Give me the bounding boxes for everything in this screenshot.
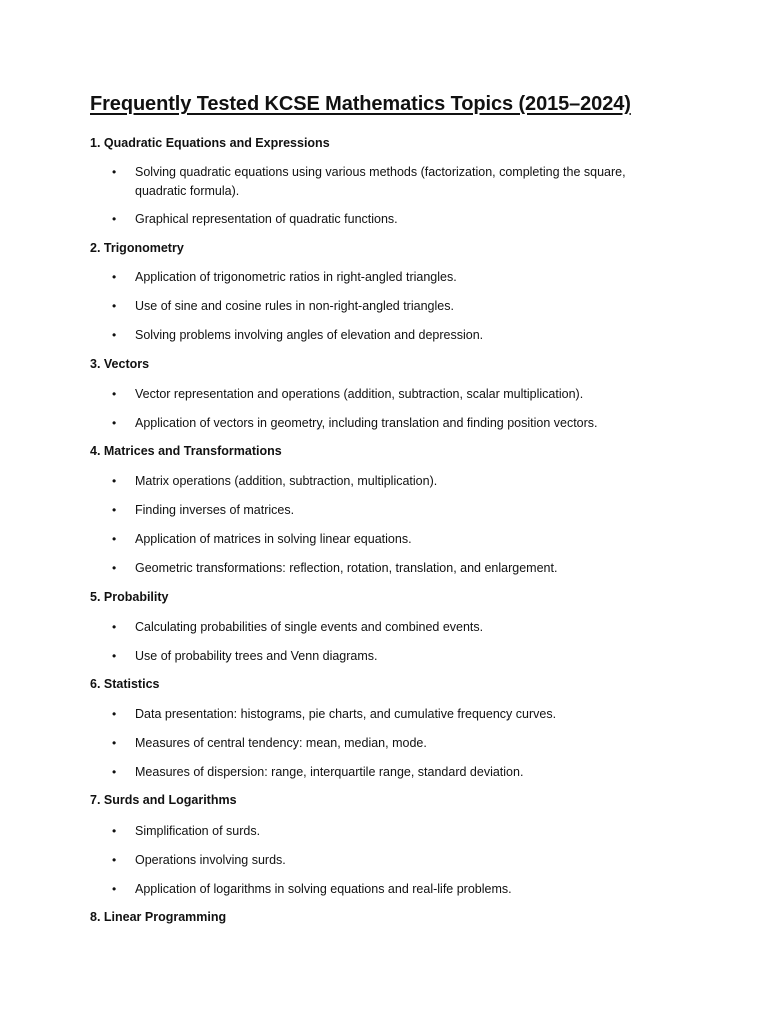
section-heading-trigonometry: 2. Trigonometry — [90, 241, 184, 255]
list-item-text: Solving problems involving angles of elevation and depression. — [135, 328, 484, 342]
bullet-icon: • — [112, 328, 117, 342]
bullet-icon: • — [112, 649, 117, 663]
bullet-icon: • — [112, 212, 117, 226]
bullet-icon: • — [112, 561, 117, 575]
list-item-text: Measures of dispersion: range, interquartile range, standard deviation. — [135, 765, 524, 779]
bullet-icon: • — [112, 707, 117, 721]
list-item — [112, 210, 652, 229]
bullet-icon: • — [112, 387, 117, 401]
list-item-text: Solving quadratic equations using various methods (factorization, completing the square, quadratic formula). — [135, 165, 626, 198]
bullet-icon: • — [112, 165, 117, 179]
bullet-icon: • — [112, 736, 117, 750]
list-item-text: Operations involving surds. — [135, 853, 286, 867]
section-heading-surds: 7. Surds and Logarithms — [90, 793, 237, 807]
list-item — [112, 326, 652, 345]
list-item — [112, 414, 652, 433]
bullet-icon: • — [112, 532, 117, 546]
list-item — [112, 297, 652, 316]
list-item — [112, 822, 652, 841]
list-item-text: Simplification of surds. — [135, 824, 261, 838]
list-item-text: Graphical representation of quadratic functions. — [135, 212, 398, 226]
list-item-text: Application of logarithms in solving equations and real-life problems. — [135, 882, 512, 896]
list-item-text: Application of matrices in solving linear equations. — [135, 532, 412, 546]
list-item-text: Matrix operations (addition, subtraction, multiplication). — [135, 474, 438, 488]
section-heading-statistics: 6. Statistics — [90, 677, 160, 691]
list-item — [112, 705, 652, 724]
section-heading-probability: 5. Probability — [90, 590, 169, 604]
bullet-icon: • — [112, 299, 117, 313]
bullet-icon: • — [112, 474, 117, 488]
bullet-icon: • — [112, 270, 117, 284]
list-item — [112, 763, 652, 782]
section-heading-quadratic: 1. Quadratic Equations and Expressions — [90, 136, 330, 150]
list-item — [112, 385, 652, 404]
list-item — [112, 647, 652, 666]
bullet-icon: • — [112, 824, 117, 838]
bullet-icon: • — [112, 765, 117, 779]
list-item — [112, 851, 652, 870]
list-item — [112, 880, 652, 899]
bullet-icon: • — [112, 853, 117, 867]
list-item-text: Application of vectors in geometry, including translation and finding position vectors. — [135, 416, 598, 430]
section-heading-matrices: 4. Matrices and Transformations — [90, 444, 282, 458]
list-item — [112, 472, 652, 491]
list-item — [112, 734, 652, 753]
list-item-text: Geometric transformations: reflection, rotation, translation, and enlargement. — [135, 561, 558, 575]
bullet-icon: • — [112, 503, 117, 517]
list-item — [112, 163, 652, 201]
list-item-text: Data presentation: histograms, pie charts, and cumulative frequency curves. — [135, 707, 557, 721]
list-item-text: Application of trigonometric ratios in right-angled triangles. — [135, 270, 457, 284]
list-item — [112, 618, 652, 637]
bullet-icon: • — [112, 882, 117, 896]
list-item — [112, 501, 652, 520]
section-heading-vectors: 3. Vectors — [90, 357, 150, 371]
bullet-icon: • — [112, 416, 117, 430]
bullet-icon: • — [112, 620, 117, 634]
list-item-text: Use of probability trees and Venn diagrams. — [135, 649, 378, 663]
list-item-text: Use of sine and cosine rules in non-right-angled triangles. — [135, 299, 454, 313]
section-heading-linear-programming: 8. Linear Programming — [90, 910, 227, 924]
list-item-text: Finding inverses of matrices. — [135, 503, 295, 517]
list-item-text: Calculating probabilities of single events and combined events. — [135, 620, 484, 634]
list-item-text: Vector representation and operations (addition, subtraction, scalar multiplication). — [135, 387, 584, 401]
list-item-text: Measures of central tendency: mean, median, mode. — [135, 736, 427, 750]
list-item — [112, 530, 652, 549]
document-title: Frequently Tested KCSE Mathematics Topics (2015–2024) — [90, 93, 631, 115]
list-item — [112, 268, 652, 287]
list-item — [112, 559, 652, 578]
